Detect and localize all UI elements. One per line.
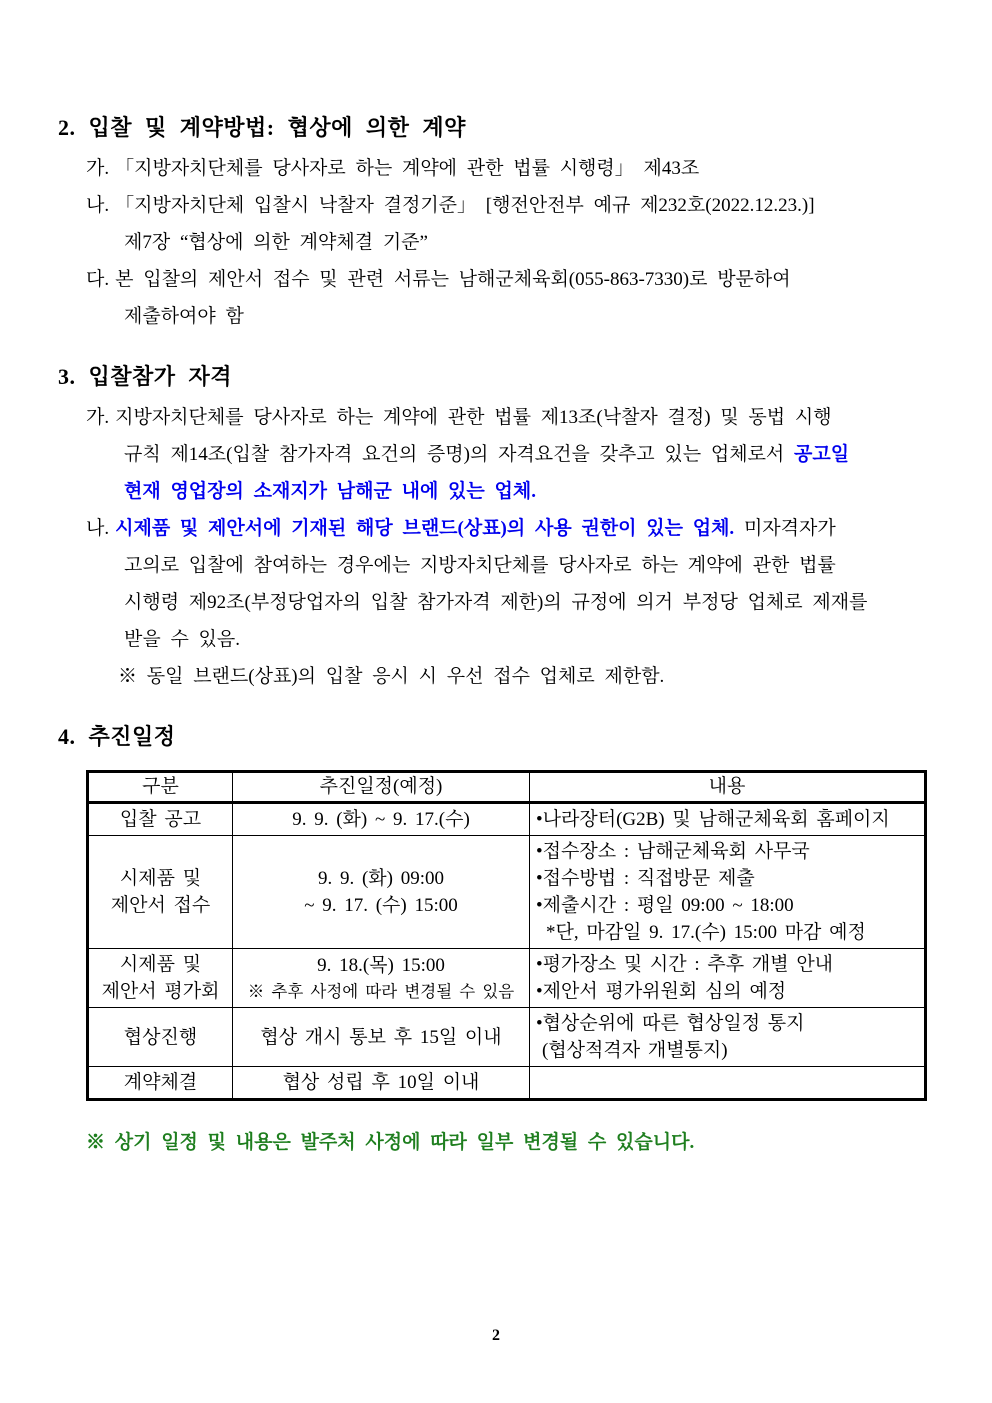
table-cell-content: •나라장터(G2B) 및 남해군체육회 홈페이지 xyxy=(529,804,924,835)
table-cell-schedule: 9. 9. (화) ~ 9. 17.(수) xyxy=(232,804,529,835)
schedule-change-note: ※ 상기 일정 및 내용은 발주처 사정에 따라 일부 변경될 수 있습니다. xyxy=(86,1132,695,1153)
paragraph-line xyxy=(58,547,932,584)
item-text: 미자격자가 xyxy=(734,518,836,539)
table-cell-category: 시제품 및 제안서 평가회 xyxy=(101,954,220,1002)
item-text: 제출하여야 함 xyxy=(124,306,244,327)
table-cell-schedule: 9. 18.(목) 15:00 ※ 추후 사정에 따라 변경될 수 있음 xyxy=(232,949,529,1007)
table-row-negotiation xyxy=(89,1007,924,1066)
section-4-heading: 4. 추진일정 xyxy=(58,724,176,749)
item-text: 시행령 제92조(부정당업자의 입찰 참가자격 제한)의 규정에 의거 부정당 업체로 제재를 xyxy=(124,592,868,613)
table-cell-content: •접수장소 : 남해군체육회 사무국 •접수방법 : 직접방문 제출 •제출시간 : 평일 09:00 ~ 18:00 *단, 마감일 9. 17.(수) 15:00 마감 예정 xyxy=(529,836,924,948)
section-schedule xyxy=(58,722,932,1154)
item-text: 본 입찰의 제안서 접수 및 관련 서류는 남해군체육회(055-863-7330)로 방문하여 xyxy=(115,269,791,290)
item-label: 가. xyxy=(86,407,110,428)
section-2-heading: 2. 입찰 및 계약방법: 협상에 의한 계약 xyxy=(58,115,466,140)
table-cell-category: 협상진행 xyxy=(123,1026,198,1048)
item-label: 나. xyxy=(86,518,110,539)
paragraph-line xyxy=(58,436,932,473)
table-cell-content xyxy=(529,1067,924,1098)
item-text: 받을 수 있음. xyxy=(124,629,241,650)
highlighted-text: 현재 영업장의 소재지가 남해군 내에 있는 업체. xyxy=(124,481,536,502)
table-cell-content: •평가장소 및 시간 : 추후 개별 안내 •제안서 평가위원회 심의 예정 xyxy=(529,949,924,1007)
table-row-bid-notice xyxy=(89,803,924,835)
table-cell-schedule: 9. 9. (화) 09:00 ~ 9. 17. (수) 15:00 xyxy=(232,836,529,948)
schedule-table xyxy=(86,770,927,1101)
item-label: 나. xyxy=(86,195,110,216)
highlighted-text: 시제품 및 제안서에 기재된 해당 브랜드(상표)의 사용 권한이 있는 업체. xyxy=(115,518,735,539)
table-header-cell-category: 구분 xyxy=(142,776,179,797)
section-bid-qualification xyxy=(58,362,932,695)
paragraph-line xyxy=(58,298,932,335)
brand-restriction-note xyxy=(58,658,932,695)
item-text: ※ 동일 브랜드(상표)의 입찰 응시 시 우선 접수 업체로 제한함. xyxy=(118,666,665,687)
item-text: 규칙 제14조(입찰 참가자격 요건의 증명)의 자격요건을 갖추고 있는 업체로서 xyxy=(124,444,785,465)
table-header-cell-content: 내용 xyxy=(529,773,924,801)
item-text: 지방자치단체를 당사자로 하는 계약에 관한 법률 제13조(낙찰자 결정) 및 동법 시행 xyxy=(115,407,832,428)
table-header-row xyxy=(89,773,924,803)
paragraph-line xyxy=(58,473,932,510)
table-header-cell-schedule: 추진일정(예정) xyxy=(232,773,529,801)
section-3-heading: 3. 입찰참가 자격 xyxy=(58,364,233,389)
item-label: 다. xyxy=(86,269,110,290)
paragraph-line xyxy=(58,621,932,658)
paragraph-line xyxy=(58,399,932,436)
section-2-body xyxy=(58,150,932,335)
table-cell-schedule: 협상 개시 통보 후 15일 이내 xyxy=(232,1008,529,1066)
table-cell-schedule: 협상 성립 후 10일 이내 xyxy=(232,1067,529,1098)
highlighted-text: 공고일 xyxy=(784,444,850,465)
item-text: 고의로 입찰에 참여하는 경우에는 지방자치단체를 당사자로 하는 계약에 관한 법률 xyxy=(124,555,836,576)
table-row-evaluation xyxy=(89,948,924,1007)
item-text: 제7장 “협상에 의한 계약체결 기준” xyxy=(124,232,428,253)
section-contract-method xyxy=(58,113,932,335)
page-number: 2 xyxy=(492,1327,500,1344)
table-cell-content: •협상순위에 따른 협상일정 통지 (협상적격자 개별통지) xyxy=(529,1008,924,1066)
paragraph-line xyxy=(58,187,932,224)
item-label: 가. xyxy=(86,158,110,179)
section-3-body xyxy=(58,399,932,695)
table-cell-category: 계약체결 xyxy=(123,1072,198,1093)
table-row-contract xyxy=(89,1066,924,1098)
paragraph-line xyxy=(58,584,932,621)
item-text: 「지방자치단체 입찰시 낙찰자 결정기준」 [행전안전부 예규 제232호(2022.12.23.)] xyxy=(115,195,815,216)
item-text: 「지방자치단체를 당사자로 하는 계약에 관한 법률 시행령」 제43조 xyxy=(115,158,700,179)
table-row-submission xyxy=(89,835,924,948)
paragraph-line xyxy=(58,510,932,547)
paragraph-line xyxy=(58,261,932,298)
table-cell-category: 입찰 공고 xyxy=(119,809,202,830)
table-cell-category: 시제품 및 제안서 접수 xyxy=(110,868,211,916)
paragraph-line xyxy=(58,150,932,187)
paragraph-line xyxy=(58,224,932,261)
